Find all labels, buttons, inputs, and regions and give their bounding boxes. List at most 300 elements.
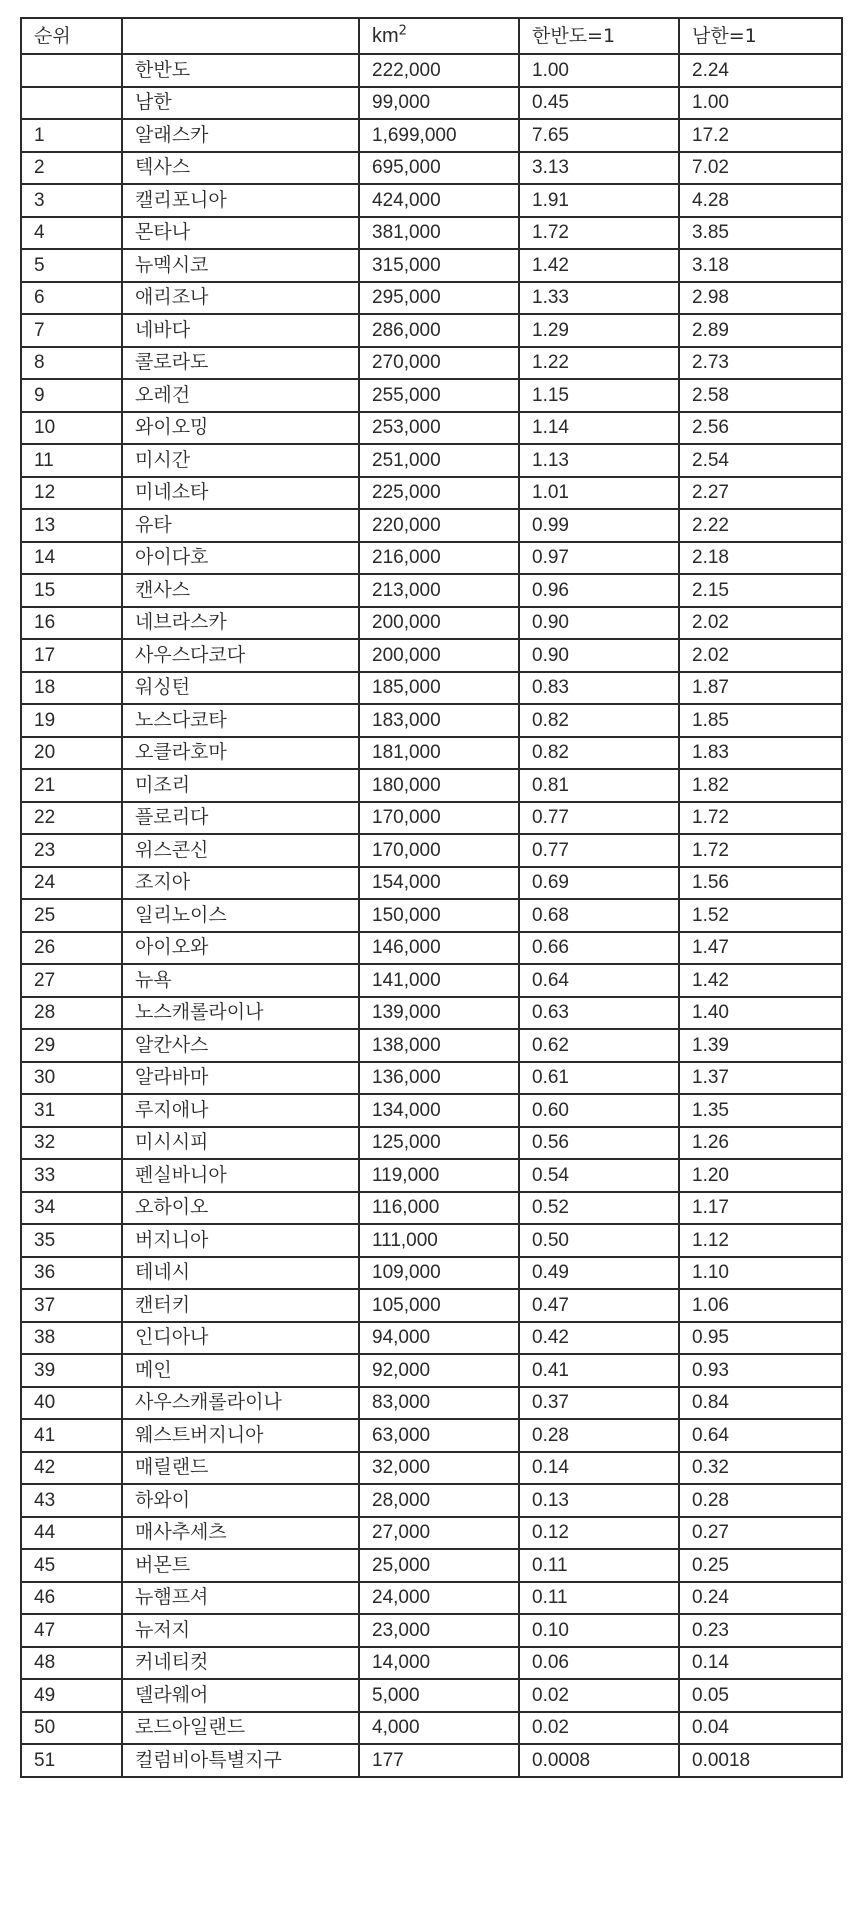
cell-state-name: 매릴랜드 [122,1452,359,1485]
cell-state-name: 미시시피 [122,1127,359,1160]
cell-state-name: 한반도 [122,54,359,87]
table-row [21,672,842,705]
cell-area: 116,000 [359,1192,519,1225]
cell-rank: 12 [21,477,122,510]
cell-ratio-korea: 1.33 [519,282,679,315]
cell-area: 286,000 [359,314,519,347]
cell-ratio-korea: 0.61 [519,1062,679,1095]
cell-area: 119,000 [359,1159,519,1192]
cell-ratio-south: 2.56 [679,412,842,445]
table-row [21,119,842,152]
table-row [21,1322,842,1355]
table-header [21,18,842,54]
cell-state-name: 와이오밍 [122,412,359,445]
cell-rank: 7 [21,314,122,347]
cell-state-name: 캔터키 [122,1289,359,1322]
cell-ratio-south: 4.28 [679,184,842,217]
cell-ratio-south: 0.64 [679,1419,842,1452]
cell-area: 63,000 [359,1419,519,1452]
table-row [21,282,842,315]
cell-rank: 2 [21,152,122,185]
cell-rank: 13 [21,509,122,542]
cell-area: 105,000 [359,1289,519,1322]
cell-rank: 8 [21,347,122,380]
cell-area: 109,000 [359,1257,519,1290]
cell-rank: 38 [21,1322,122,1355]
cell-rank: 4 [21,217,122,250]
cell-area: 28,000 [359,1484,519,1517]
table-row [21,1679,842,1712]
cell-ratio-korea: 0.62 [519,1029,679,1062]
cell-ratio-south: 1.20 [679,1159,842,1192]
cell-rank: 1 [21,119,122,152]
table-row [21,1289,842,1322]
cell-state-name: 노스다코타 [122,704,359,737]
cell-ratio-south: 0.14 [679,1647,842,1680]
table-row [21,932,842,965]
cell-state-name: 알래스카 [122,119,359,152]
cell-state-name: 위스콘신 [122,834,359,867]
cell-state-name: 오하이오 [122,1192,359,1225]
cell-rank: 25 [21,899,122,932]
cell-state-name: 버몬트 [122,1549,359,1582]
table-row [21,1582,842,1615]
table-row [21,1354,842,1387]
cell-rank: 27 [21,964,122,997]
cell-ratio-south: 0.24 [679,1582,842,1615]
cell-ratio-korea: 0.50 [519,1224,679,1257]
cell-ratio-south: 2.02 [679,607,842,640]
cell-area: 183,000 [359,704,519,737]
cell-area: 138,000 [359,1029,519,1062]
cell-state-name: 매사추세츠 [122,1517,359,1550]
cell-ratio-south: 1.56 [679,867,842,900]
cell-ratio-korea: 0.66 [519,932,679,965]
cell-ratio-korea: 0.41 [519,1354,679,1387]
cell-ratio-korea: 0.77 [519,834,679,867]
cell-area: 270,000 [359,347,519,380]
cell-rank: 33 [21,1159,122,1192]
table-row [21,54,842,87]
cell-state-name: 로드아일랜드 [122,1712,359,1745]
cell-area: 146,000 [359,932,519,965]
cell-rank: 5 [21,249,122,282]
cell-area: 170,000 [359,802,519,835]
cell-ratio-korea: 0.49 [519,1257,679,1290]
header-area-unit: km [372,25,399,47]
cell-ratio-south: 0.0018 [679,1744,842,1777]
cell-state-name: 루지애나 [122,1094,359,1127]
cell-rank: 42 [21,1452,122,1485]
cell-rank: 21 [21,769,122,802]
cell-area: 315,000 [359,249,519,282]
cell-area: 251,000 [359,444,519,477]
cell-ratio-south: 1.87 [679,672,842,705]
cell-ratio-korea: 0.42 [519,1322,679,1355]
cell-rank: 43 [21,1484,122,1517]
table-row [21,152,842,185]
cell-state-name: 몬타나 [122,217,359,250]
cell-area: 150,000 [359,899,519,932]
cell-area: 253,000 [359,412,519,445]
table-row [21,1159,842,1192]
cell-state-name: 남한 [122,87,359,120]
table-row [21,899,842,932]
cell-area: 185,000 [359,672,519,705]
cell-ratio-korea: 1.13 [519,444,679,477]
table-row [21,639,842,672]
cell-ratio-south: 0.32 [679,1452,842,1485]
cell-ratio-korea: 1.14 [519,412,679,445]
cell-area: 136,000 [359,1062,519,1095]
cell-rank: 37 [21,1289,122,1322]
table-row [21,1094,842,1127]
cell-state-name: 캔사스 [122,574,359,607]
cell-ratio-south: 1.06 [679,1289,842,1322]
cell-ratio-south: 2.89 [679,314,842,347]
table-row [21,704,842,737]
cell-area: 32,000 [359,1452,519,1485]
table-row [21,347,842,380]
cell-area: 1,699,000 [359,119,519,152]
cell-ratio-korea: 0.81 [519,769,679,802]
cell-state-name: 뉴욕 [122,964,359,997]
cell-ratio-south: 1.37 [679,1062,842,1095]
cell-ratio-korea: 0.52 [519,1192,679,1225]
cell-state-name: 네브라스카 [122,607,359,640]
cell-ratio-korea: 0.90 [519,607,679,640]
cell-rank: 45 [21,1549,122,1582]
cell-state-name: 뉴멕시코 [122,249,359,282]
cell-state-name: 플로리다 [122,802,359,835]
cell-area: 5,000 [359,1679,519,1712]
cell-ratio-korea: 0.96 [519,574,679,607]
cell-area: 181,000 [359,737,519,770]
cell-area: 134,000 [359,1094,519,1127]
cell-state-name: 인디아나 [122,1322,359,1355]
table-row [21,769,842,802]
cell-ratio-south: 0.28 [679,1484,842,1517]
cell-ratio-south: 17.2 [679,119,842,152]
cell-ratio-south: 1.85 [679,704,842,737]
cell-state-name: 커네티컷 [122,1647,359,1680]
cell-rank: 19 [21,704,122,737]
cell-state-name: 뉴햄프셔 [122,1582,359,1615]
table-row [21,509,842,542]
cell-rank: 39 [21,1354,122,1387]
header-ratio-korea: 한반도=1 [519,18,679,54]
cell-state-name: 델라웨어 [122,1679,359,1712]
cell-area: 139,000 [359,997,519,1030]
cell-rank: 11 [21,444,122,477]
header-name [122,18,359,54]
cell-ratio-korea: 1.91 [519,184,679,217]
cell-ratio-south: 7.02 [679,152,842,185]
cell-state-name: 사우스다코다 [122,639,359,672]
cell-area: 180,000 [359,769,519,802]
cell-ratio-korea: 0.77 [519,802,679,835]
cell-state-name: 컬럼비아특별지구 [122,1744,359,1777]
cell-area: 4,000 [359,1712,519,1745]
table-row [21,1419,842,1452]
cell-ratio-korea: 0.14 [519,1452,679,1485]
table-row [21,1549,842,1582]
table-row [21,1647,842,1680]
cell-area: 200,000 [359,639,519,672]
cell-rank: 29 [21,1029,122,1062]
cell-rank: 36 [21,1257,122,1290]
table-row [21,1029,842,1062]
cell-rank: 9 [21,379,122,412]
cell-rank [21,54,122,87]
table-row [21,87,842,120]
cell-rank: 30 [21,1062,122,1095]
cell-ratio-south: 0.27 [679,1517,842,1550]
cell-ratio-korea: 0.54 [519,1159,679,1192]
cell-state-name: 테네시 [122,1257,359,1290]
cell-ratio-korea: 0.0008 [519,1744,679,1777]
cell-state-name: 펜실바니아 [122,1159,359,1192]
header-rank: 순위 [21,18,122,54]
cell-ratio-korea: 1.22 [519,347,679,380]
cell-area: 14,000 [359,1647,519,1680]
cell-rank: 22 [21,802,122,835]
cell-rank: 31 [21,1094,122,1127]
cell-state-name: 알칸사스 [122,1029,359,1062]
cell-area: 111,000 [359,1224,519,1257]
cell-state-name: 아이다호 [122,542,359,575]
cell-ratio-korea: 0.12 [519,1517,679,1550]
cell-state-name: 오클라호마 [122,737,359,770]
cell-state-name: 알라바마 [122,1062,359,1095]
table-row [21,379,842,412]
cell-ratio-korea: 0.28 [519,1419,679,1452]
cell-area: 177 [359,1744,519,1777]
cell-area: 216,000 [359,542,519,575]
cell-state-name: 사우스캐롤라이나 [122,1387,359,1420]
cell-rank: 26 [21,932,122,965]
table-row [21,1192,842,1225]
cell-ratio-korea: 0.97 [519,542,679,575]
cell-area: 381,000 [359,217,519,250]
cell-area: 94,000 [359,1322,519,1355]
cell-rank: 16 [21,607,122,640]
cell-rank: 24 [21,867,122,900]
cell-area: 23,000 [359,1614,519,1647]
cell-area: 27,000 [359,1517,519,1550]
table-row [21,1484,842,1517]
cell-area: 99,000 [359,87,519,120]
cell-state-name: 캘리포니아 [122,184,359,217]
cell-ratio-korea: 3.13 [519,152,679,185]
table-row [21,1127,842,1160]
cell-rank: 18 [21,672,122,705]
cell-state-name: 콜로라도 [122,347,359,380]
cell-rank: 23 [21,834,122,867]
cell-rank: 40 [21,1387,122,1420]
table-row [21,1387,842,1420]
table-row [21,542,842,575]
cell-ratio-south: 1.40 [679,997,842,1030]
cell-ratio-korea: 0.13 [519,1484,679,1517]
table-row [21,867,842,900]
cell-state-name: 일리노이스 [122,899,359,932]
cell-area: 222,000 [359,54,519,87]
cell-rank: 6 [21,282,122,315]
cell-area: 170,000 [359,834,519,867]
cell-state-name: 미시간 [122,444,359,477]
cell-ratio-south: 0.04 [679,1712,842,1745]
cell-area: 295,000 [359,282,519,315]
table-row [21,1062,842,1095]
cell-rank: 49 [21,1679,122,1712]
cell-area: 200,000 [359,607,519,640]
table-row [21,217,842,250]
cell-ratio-south: 1.12 [679,1224,842,1257]
cell-rank: 34 [21,1192,122,1225]
cell-rank: 35 [21,1224,122,1257]
table-row [21,997,842,1030]
cell-ratio-korea: 0.02 [519,1679,679,1712]
table-row [21,1257,842,1290]
cell-ratio-south: 2.73 [679,347,842,380]
cell-ratio-korea: 0.02 [519,1712,679,1745]
cell-ratio-korea: 0.82 [519,704,679,737]
cell-area: 125,000 [359,1127,519,1160]
table-row [21,412,842,445]
header-row [21,18,842,54]
table-row [21,1517,842,1550]
table-body [21,54,842,1777]
cell-rank: 32 [21,1127,122,1160]
cell-ratio-south: 2.98 [679,282,842,315]
cell-ratio-south: 2.58 [679,379,842,412]
cell-ratio-south: 2.15 [679,574,842,607]
cell-ratio-south: 1.35 [679,1094,842,1127]
cell-ratio-korea: 0.06 [519,1647,679,1680]
cell-ratio-south: 2.18 [679,542,842,575]
cell-ratio-korea: 1.42 [519,249,679,282]
cell-ratio-south: 0.95 [679,1322,842,1355]
cell-ratio-korea: 0.47 [519,1289,679,1322]
cell-state-name: 애리조나 [122,282,359,315]
table-row [21,1452,842,1485]
cell-area: 141,000 [359,964,519,997]
cell-state-name: 메인 [122,1354,359,1387]
cell-ratio-south: 0.25 [679,1549,842,1582]
cell-area: 25,000 [359,1549,519,1582]
area-comparison-table [20,17,843,1778]
cell-rank: 10 [21,412,122,445]
cell-rank: 48 [21,1647,122,1680]
cell-area: 225,000 [359,477,519,510]
cell-ratio-korea: 0.69 [519,867,679,900]
cell-ratio-korea: 0.11 [519,1582,679,1615]
cell-state-name: 미네소타 [122,477,359,510]
cell-ratio-south: 1.52 [679,899,842,932]
cell-ratio-south: 2.27 [679,477,842,510]
cell-ratio-south: 2.22 [679,509,842,542]
cell-state-name: 텍사스 [122,152,359,185]
cell-ratio-korea: 0.45 [519,87,679,120]
cell-rank: 15 [21,574,122,607]
cell-ratio-south: 1.26 [679,1127,842,1160]
cell-area: 424,000 [359,184,519,217]
cell-ratio-south: 0.23 [679,1614,842,1647]
cell-ratio-south: 2.24 [679,54,842,87]
cell-ratio-korea: 0.68 [519,899,679,932]
cell-ratio-korea: 1.00 [519,54,679,87]
header-area [359,18,519,54]
cell-rank: 41 [21,1419,122,1452]
cell-area: 213,000 [359,574,519,607]
cell-area: 83,000 [359,1387,519,1420]
cell-ratio-south: 3.85 [679,217,842,250]
cell-rank: 28 [21,997,122,1030]
cell-ratio-south: 1.42 [679,964,842,997]
cell-state-name: 하와이 [122,1484,359,1517]
header-area-unit-exponent: 2 [398,23,407,39]
table-row [21,184,842,217]
cell-ratio-korea: 1.15 [519,379,679,412]
table-row [21,1712,842,1745]
cell-state-name: 유타 [122,509,359,542]
cell-rank: 47 [21,1614,122,1647]
header-ratio-south: 남한=1 [679,18,842,54]
cell-ratio-south: 0.05 [679,1679,842,1712]
table-row [21,834,842,867]
table-row [21,1614,842,1647]
cell-ratio-south: 2.54 [679,444,842,477]
cell-ratio-south: 1.82 [679,769,842,802]
cell-ratio-south: 1.10 [679,1257,842,1290]
cell-ratio-korea: 0.11 [519,1549,679,1582]
table-row [21,249,842,282]
cell-ratio-south: 0.84 [679,1387,842,1420]
cell-state-name: 오레건 [122,379,359,412]
cell-ratio-south: 2.02 [679,639,842,672]
cell-ratio-korea: 0.83 [519,672,679,705]
cell-area: 220,000 [359,509,519,542]
cell-state-name: 워싱턴 [122,672,359,705]
cell-state-name: 아이오와 [122,932,359,965]
cell-state-name: 조지아 [122,867,359,900]
cell-ratio-korea: 0.60 [519,1094,679,1127]
table-row [21,964,842,997]
table-row [21,1224,842,1257]
table-row [21,444,842,477]
cell-rank [21,87,122,120]
table-row [21,737,842,770]
cell-area: 154,000 [359,867,519,900]
cell-rank: 46 [21,1582,122,1615]
table-row [21,477,842,510]
cell-ratio-korea: 0.10 [519,1614,679,1647]
cell-ratio-south: 1.72 [679,802,842,835]
cell-ratio-south: 1.83 [679,737,842,770]
cell-rank: 51 [21,1744,122,1777]
cell-ratio-south: 0.93 [679,1354,842,1387]
cell-area: 92,000 [359,1354,519,1387]
cell-state-name: 네바다 [122,314,359,347]
cell-state-name: 버지니아 [122,1224,359,1257]
cell-rank: 50 [21,1712,122,1745]
cell-ratio-korea: 7.65 [519,119,679,152]
cell-rank: 44 [21,1517,122,1550]
cell-state-name: 노스캐롤라이나 [122,997,359,1030]
cell-state-name: 웨스트버지니아 [122,1419,359,1452]
cell-ratio-korea: 1.72 [519,217,679,250]
